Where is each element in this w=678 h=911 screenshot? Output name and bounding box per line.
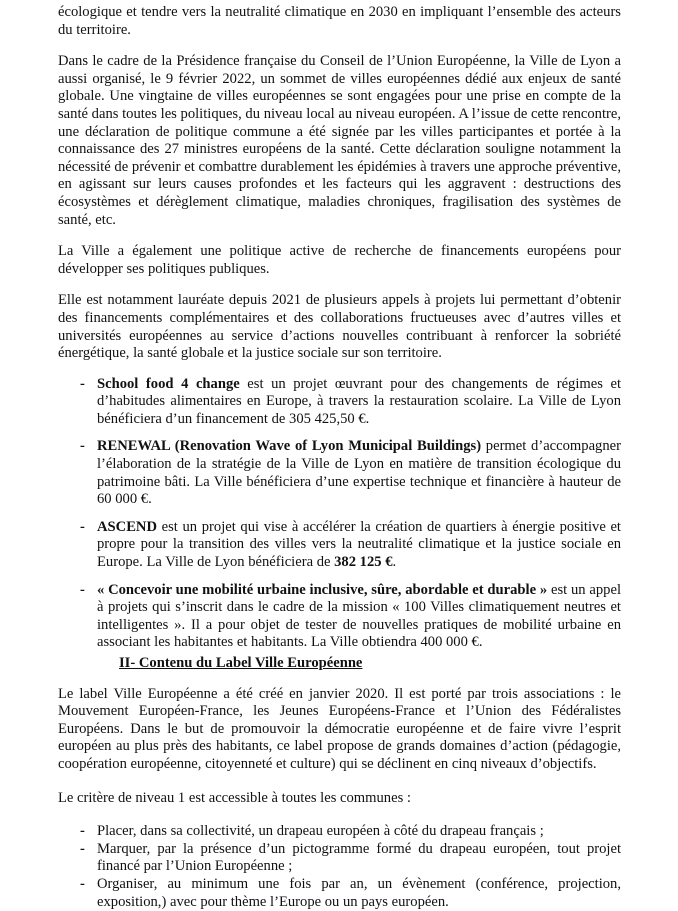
project-name: RENEWAL (Renovation Wave of Lyon Municipal Buildings) [97, 438, 482, 455]
project-description: permet d’accompagner l’élaboration de la stratégie de la Ville de Lyon en matière de transition écologique du patrimoine bâti. La Ville bénéficiera d’une expertise technique et financière à hauteur de 60 000 €. [97, 438, 621, 508]
criteria-text: Placer, dans sa collectivité, un drapeau européen à côté du drapeau français ; [97, 823, 544, 840]
projects-list [58, 376, 621, 652]
criteria-item [80, 875, 621, 911]
criteria-text: Organiser, au minimum une fois par an, un évènement (conférence, projection, exposition,) avec pour thème l’Europe ou un pays européen. [97, 875, 621, 910]
criteria-text: Marquer, par la présence d’un pictogramme formé du drapeau européen, tout projet financé par l’Union Européenne ; [97, 840, 621, 875]
list-dash: - [80, 840, 85, 857]
project-name: School food 4 change [97, 375, 240, 392]
project-item-school-food [80, 375, 622, 429]
project-description: est un projet qui vise à accélérer la création de quartiers à énergie positive et propre pour la transition des villes vers la neutralité climatique et la justice sociale en Europe. La Ville de Lyon bénéficiera de [97, 518, 621, 571]
list-dash: - [80, 875, 85, 892]
criteria-item [80, 840, 621, 876]
project-item-mobility [80, 581, 622, 652]
list-dash: - [80, 375, 85, 392]
project-item-renewal [80, 438, 621, 508]
project-description: est un appel à projets qui s’inscrit dans le cadre de la mission « 100 Villes climatiquement neutres et intelligentes ». Il a pour objet de tester de nouvelles pratiques de mobilité urbaine en associant les habitantes et habitants. La Ville obtiendra 400 000 €. [97, 581, 622, 651]
laureate-paragraph: Elle est notamment lauréate depuis 2021 de plusieurs appels à projets lui permettant d’obtenir des financements complémentaires et des collaborations fructueuses avec d’autres villes et universités européennes au service d’actions nouvelles contribuant à renforcer la sobriété énergétique, la santé globale et la justice sociale sur son territoire. [58, 292, 621, 362]
project-amount: 382 125 € [334, 554, 393, 571]
section-heading: II- Contenu du Label Ville Européenne [119, 655, 363, 671]
project-item-ascend [80, 518, 621, 572]
document-page [58, 4, 621, 911]
label-paragraph: Le label Ville Européenne a été créé en janvier 2020. Il est porté par trois associations : le Mouvement Européen-France, les Jeunes Européens-France et l’Union des Fédéralistes Européens. Dans le but de promouvoir la démocratie européenne et de faire vivre l’esprit européen au plus près des habitants, ce label propose de grands domaines d’action (pédagogie, coopération européenne, citoyenneté et culture) qui se déclinent en cinq niveaux d’objectifs. [58, 685, 621, 772]
criteria-intro: Le critère de niveau 1 est accessible à toutes les communes : [58, 789, 411, 806]
intro-tail-paragraph: écologique et tendre vers la neutralité climatique en 2030 en impliquant l’ensemble des acteurs du territoire. [58, 4, 621, 38]
criteria-item [80, 823, 621, 841]
list-dash: - [80, 823, 85, 840]
summit-paragraph: Dans le cadre de la Présidence française du Conseil de l’Union Européenne, la Ville de Lyon a aussi organisé, le 9 février 2022, un sommet de villes européennes dédié aux enjeux de santé globale. Une vingtaine de villes européennes se sont engagées pour une prise en compte de la santé dans toutes les politiques, du niveau local au niveau européen. A l’issue de cette rencontre, une déclaration de politique commune a été signée par les villes participantes et portée à la connaissance des 27 ministres européens de la santé. Cette déclaration souligne notamment la nécessité de prévenir et combattre durablement les épidémies à travers une approche préventive, en agissant sur leurs causes profondes et les facteurs qui les aggravent : destructions des écosystèmes et dérèglement climatique, maladies chroniques, fragilisation des systèmes de santé, etc. [58, 53, 621, 228]
criteria-list [58, 823, 621, 911]
list-dash: - [80, 518, 85, 535]
list-dash: - [80, 438, 85, 455]
list-dash: - [80, 581, 85, 598]
project-description: est un projet œuvrant pour des changements de régimes et d’habitudes alimentaires en Europe, à travers la restauration scolaire. La Ville de Lyon bénéficiera d’un financement de 305 425,50 €. [97, 375, 622, 427]
funding-paragraph: La Ville a également une politique active de recherche de financements européens pour développer ses politiques publiques. [58, 243, 621, 277]
project-name: « Concevoir une mobilité urbaine inclusive, sûre, abordable et durable » [97, 581, 548, 598]
project-name: ASCEND [97, 518, 158, 535]
project-description-tail: . [392, 554, 397, 571]
